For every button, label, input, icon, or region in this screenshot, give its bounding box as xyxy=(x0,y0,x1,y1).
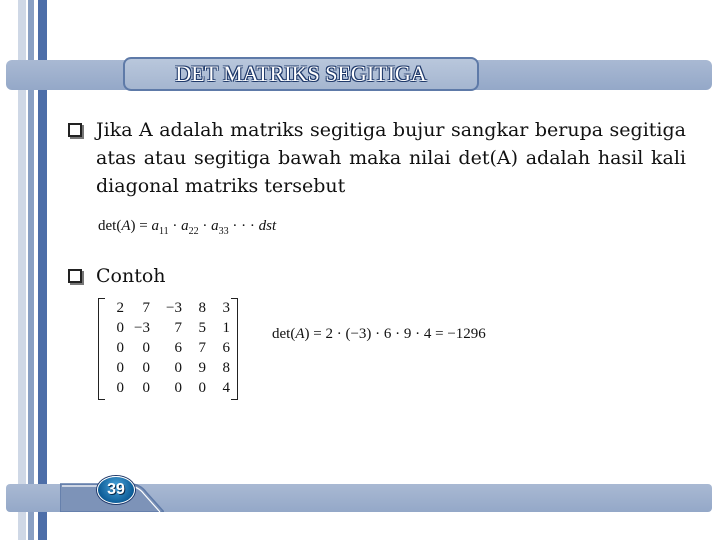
slide-title: DET MATRIKS SEGITIGA xyxy=(123,57,479,91)
matrix-cell: 0 xyxy=(198,380,206,396)
page-number-badge: 39 xyxy=(97,476,135,504)
definition-text: Jika A adalah matriks segitiga bujur sangkar berupa segitiga atas atau segitiga bawah maka nilai det(A) adalah hasil kali diagonal matriks tersebut xyxy=(96,119,686,197)
matrix-cell: 7 xyxy=(142,300,150,316)
example-result xyxy=(272,326,486,343)
matrix-cell: 0 xyxy=(174,360,182,376)
matrix-cell: 0 xyxy=(116,320,124,336)
matrix-cell: 7 xyxy=(174,320,182,336)
diagonal-formula xyxy=(98,218,276,237)
matrix-cell: 0 xyxy=(142,360,150,376)
matrix-cell: 0 xyxy=(142,380,150,396)
matrix-cell: 4 xyxy=(222,380,230,396)
matrix-cell: 6 xyxy=(174,340,182,356)
result-func: det( xyxy=(272,326,296,342)
example-label: Contoh xyxy=(96,265,166,287)
formula-sub-33: 33 xyxy=(218,226,229,237)
matrix-cell: 6 xyxy=(222,340,230,356)
matrix-cell: −3 xyxy=(166,300,182,316)
result-var: A xyxy=(295,326,305,342)
example-matrix xyxy=(98,298,238,400)
formula-dot-1: · xyxy=(168,218,182,234)
matrix-cell: −3 xyxy=(134,320,150,336)
matrix-cell: 3 xyxy=(222,300,230,316)
matrix-cell: 8 xyxy=(222,360,230,376)
matrix-cell: 0 xyxy=(142,340,150,356)
formula-sub-22: 22 xyxy=(188,226,199,237)
square-bullet-icon xyxy=(68,123,82,137)
matrix-cell: 7 xyxy=(198,340,206,356)
formula-dst: dst xyxy=(258,218,277,234)
matrix-cell: 2 xyxy=(116,300,124,316)
matrix-cell: 8 xyxy=(198,300,206,316)
formula-eq: ) = xyxy=(130,218,152,234)
formula-a11: a xyxy=(151,218,159,234)
matrix-cell: 1 xyxy=(222,320,230,336)
content-area xyxy=(68,116,688,200)
formula-sub-11: 11 xyxy=(158,226,169,237)
matrix-cell: 5 xyxy=(198,320,206,336)
formula-func: det( xyxy=(98,218,122,234)
result-expression: ) = 2 · (−3) · 6 · 9 · 4 = −1296 xyxy=(304,326,486,342)
matrix-cell: 9 xyxy=(198,360,206,376)
bullet-definition xyxy=(68,116,688,200)
formula-var: A xyxy=(121,218,131,234)
matrix-cell: 0 xyxy=(174,380,182,396)
matrix-grid xyxy=(104,298,234,398)
formula-dot-2: · xyxy=(198,218,212,234)
formula-dots: · · · xyxy=(228,218,259,234)
square-bullet-icon xyxy=(68,269,82,283)
bullet-example xyxy=(68,262,166,290)
matrix-cell: 0 xyxy=(116,340,124,356)
formula-a33: a xyxy=(211,218,219,234)
matrix-cell: 0 xyxy=(116,360,124,376)
matrix-cell: 0 xyxy=(116,380,124,396)
formula-a22: a xyxy=(181,218,189,234)
